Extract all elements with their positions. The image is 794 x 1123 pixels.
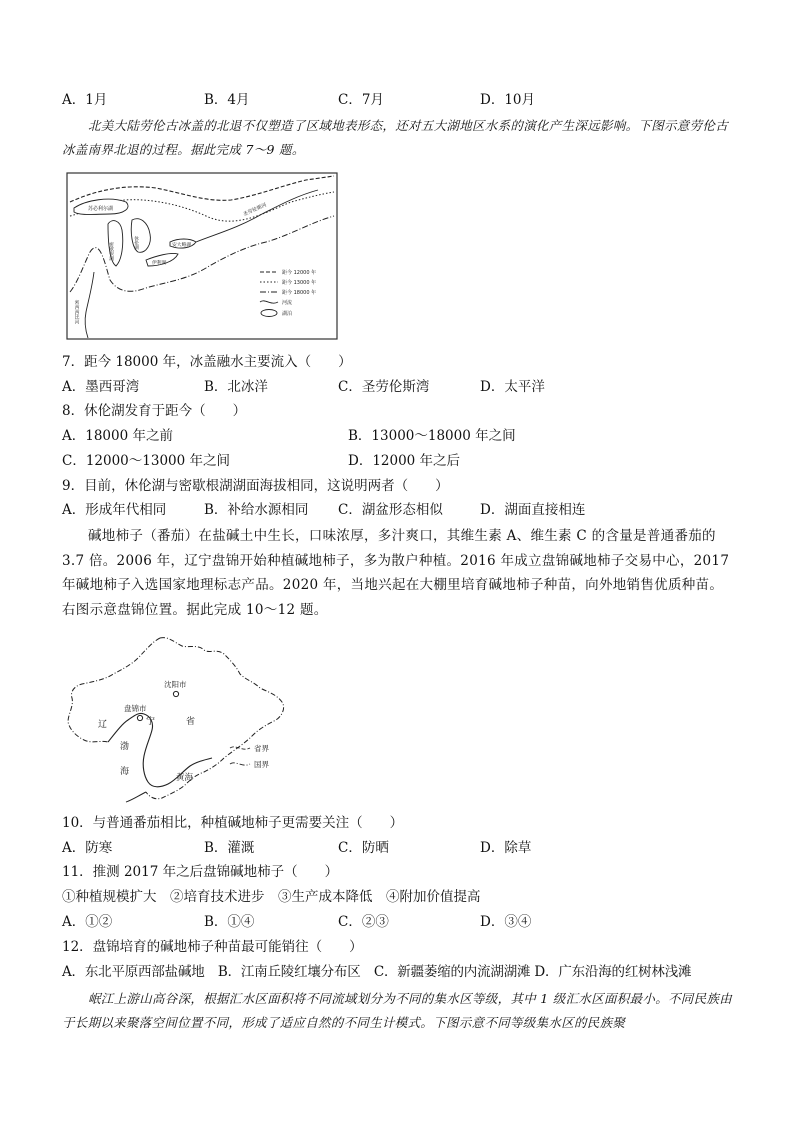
q6-options [62, 90, 732, 110]
q7-options [62, 377, 732, 397]
q8-option-d: D．12000 年之后 [348, 453, 461, 469]
label-superior: 苏必利尔湖 [88, 206, 114, 212]
q11-options [62, 912, 732, 932]
q10-options [62, 838, 732, 858]
legend-province: 省界 [254, 744, 269, 753]
q8-option-b: B．13000～18000 年之间 [348, 428, 516, 444]
passage-minjiang: 岷江上游山高谷深，根据汇水区面积将不同流域划分为不同的集水区等级，其中 1 级汇水区面积最小。不同民族由于长期以来聚落空间位置不同，形成了适应自然的不同生计模式。下图示意不同等级集水区的民族聚 [62, 991, 733, 1030]
panjin-marker [137, 715, 142, 720]
label-panjin: 盘锦市 [124, 704, 147, 713]
q11-option-d: D．③④ [480, 914, 532, 930]
legend-national: 国界 [254, 760, 269, 769]
coastline-south [126, 792, 146, 802]
legend-13000: 距今 13000 年 [282, 280, 317, 286]
q10-option-b: B．灌溉 [204, 840, 255, 856]
label-shenyang: 沈阳市 [164, 680, 187, 689]
q9-stem: 9．目前，休伦湖与密歇根湖湖面海拔相同，这说明两者（ ） [62, 478, 449, 494]
q6-option-a: A．1月 [62, 92, 108, 108]
label-liao: 辽 [98, 720, 108, 730]
q10-option-a: A．防寒 [62, 840, 113, 856]
q8-option-a: A．18000 年之前 [62, 428, 173, 444]
label-huron: 休伦湖 [133, 236, 139, 250]
q8-stem: 8．休伦湖发育于距今（ ） [62, 403, 247, 419]
legend-12000: 距今 12000 年 [282, 270, 317, 276]
label-yellow-sea: 黄海 [176, 773, 194, 783]
q8-options-row2 [62, 451, 732, 471]
label-mississippi: 密西西比河 [73, 300, 79, 324]
q7-option-a: A．墨西哥湾 [62, 379, 140, 395]
q9-options [62, 500, 732, 520]
q9-option-c: C．湖盆形态相似 [338, 502, 443, 518]
q6-option-b: B．4月 [204, 92, 250, 108]
q11-stem: 11．推测 2017 年之后盘锦碱地柿子（ ） [62, 864, 339, 880]
q7-option-d: D．太平洋 [480, 379, 545, 395]
legend-18000: 距今 18000 年 [282, 290, 317, 296]
q11-option-c: C．②③ [338, 914, 389, 930]
q9-option-b: B．补给水源相同 [204, 502, 309, 518]
shenyang-marker [173, 691, 178, 696]
label-ontario: 安大略湖 [172, 243, 192, 248]
q12-options: A．东北平原西部盐碱地 B．江南丘陵红壤分布区 C．新疆萎缩的内流湖湖滩 D．广东沿海的红树林浅滩 [62, 964, 692, 980]
label-st-lawrence: 圣劳伦斯河 [242, 202, 268, 218]
legend-province-symbol [230, 747, 250, 749]
label-hai: 海 [120, 767, 130, 777]
map2-legend [230, 743, 269, 769]
legend-national-symbol [230, 763, 250, 765]
q7-option-b: B．北冰洋 [204, 379, 268, 395]
label-erie: 伊利湖 [152, 261, 167, 266]
q9-option-d: D．湖面直接相连 [480, 502, 586, 518]
q12-stem: 12．盘锦培育的碱地柿子种苗最可能销往（ ） [62, 939, 363, 955]
q9-option-a: A．形成年代相同 [62, 502, 167, 518]
q8-option-c: C．12000～13000 年之间 [62, 453, 231, 469]
q7-option-c: C．圣劳伦斯湾 [338, 379, 430, 395]
legend-lake: 湖泊 [282, 311, 293, 317]
q11-items: ①种植规模扩大 ②培育技术进步 ③生产成本降低 ④附加价值提高 [62, 889, 481, 905]
label-michigan: 密歇根湖 [108, 242, 114, 261]
q10-option-d: D．除草 [480, 840, 532, 856]
q11-option-b: B．①④ [204, 914, 255, 930]
liaoning-map [64, 632, 296, 806]
q7-stem: 7．距今 18000 年，冰盖融水主要流入（ ） [62, 354, 352, 370]
q10-stem: 10．与普通番茄相比，种植碱地柿子更需要关注（ ） [62, 815, 404, 831]
label-sheng: 省 [186, 717, 196, 727]
passage-panjin: 碱地柿子（番茄）在盐碱土中生长，口味浓厚，多汁爽口，其维生素 A、维生素 C 的含量是普通番茄的 3.7 倍。2006 年，辽宁盘锦开始种植碱地柿子，多为散户种植。2016 年成立盘锦碱地柿子交易中心，2017 年碱地柿子入选国家地理标志产品。2020 年，当地兴起在大棚里培育碱地柿子种苗，向外地销售优质种苗。右图示意盘锦位置。据此完成 10～12 题。 [62, 528, 730, 618]
legend-lake-symbol [261, 310, 277, 317]
q8-options-row1 [62, 426, 732, 446]
legend-river: 河流 [282, 300, 293, 306]
q11-option-a: A．①② [62, 914, 113, 930]
label-bo: 渤 [120, 742, 130, 752]
q10-option-c: C．防晒 [338, 840, 389, 856]
passage-laurentide: 北美大陆劳伦古冰盖的北退不仅塑造了区域地表形态，还对五大湖地区水系的演化产生深远影响。下图示意劳伦古冰盖南界北退的过程。据此完成 7～9 题。 [62, 118, 729, 157]
province-border [146, 638, 284, 799]
q6-option-c: C．7月 [338, 92, 384, 108]
q6-option-d: D．10月 [480, 92, 536, 108]
label-ning: 宁 [146, 717, 156, 727]
great-lakes-map [66, 172, 338, 340]
